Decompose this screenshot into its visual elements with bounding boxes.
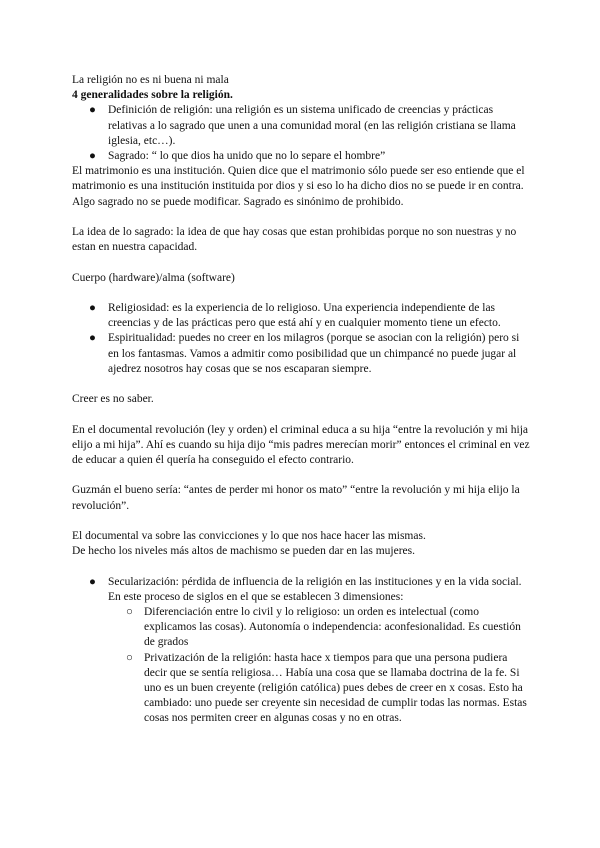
paragraph-creer: Creer es no saber. — [72, 393, 154, 406]
spacer — [72, 468, 532, 483]
bullet-list-religiosidad — [72, 301, 532, 377]
paragraph-convicciones: El documental va sobre las convicciones y lo que nos hace hacer las mismas. — [72, 529, 426, 542]
sub-list-item — [72, 605, 532, 651]
bullet-dot-icon: ● — [89, 104, 96, 117]
list-item-text: Definición de religión: una religión es un sistema unificado de creencias y prácticas relativas a lo sagrado que unen a una comunidad moral (en las religión cristiana se llama iglesia, etc…). — [108, 104, 516, 147]
paragraph-idea-sagrado: La idea de lo sagrado: la idea de que hay cosas que estan prohibidas porque no son nuestras y no estan en nuestra capacidad. — [72, 226, 517, 254]
spacer — [72, 514, 532, 529]
spacer — [72, 255, 532, 270]
list-item-text: Espiritualidad: puedes no creer en los milagros (porque se asocian con la religión) pero si en los fantasmas. Vamos a admitir como posibilidad que un chimpancé no puede jugar al ajedrez nosotros hay cosas que se nos escaparan siempre. — [108, 332, 520, 375]
list-item — [72, 331, 532, 377]
bullet-circle-icon: ○ — [126, 651, 133, 664]
list-item — [72, 575, 532, 605]
intro-line: La religión no es ni buena ni mala — [72, 74, 229, 86]
bullet-dot-icon: ● — [89, 302, 96, 314]
paragraph-guzman: Guzmán el bueno sería: “antes de perder mi honor os mato” “entre la revolución y mi hija elijo la revolución”. — [72, 484, 520, 512]
bullet-list-definitions — [72, 103, 532, 164]
bullet-circle-icon: ○ — [126, 605, 133, 618]
paragraph-cuerpo-alma: Cuerpo (hardware)/alma (software) — [72, 271, 235, 284]
spacer — [72, 210, 532, 225]
paragraph-machismo: De hecho los niveles más altos de machismo se pueden dar en las mujeres. — [72, 545, 415, 558]
document-body — [72, 73, 532, 727]
bullet-dot-icon: ● — [89, 332, 96, 345]
sub-list-item — [72, 651, 532, 727]
list-item-text: Secularización: pérdida de influencia de la religión en las instituciones y en la vida social. En este proceso de siglos en el que se establecen 3 dimensiones: — [108, 575, 522, 603]
list-item-text: Religiosidad: es la experiencia de lo religioso. Una experiencia independiente de las creencias y de las prácticas pero que está ahí y en cualquier momento tiene un efecto. — [108, 302, 501, 330]
list-item — [72, 103, 532, 149]
sub-list-item-text: Privatización de la religión: hasta hace x tiempos para que una persona pudiera decir que se sentía religiosa… Había una cosa que se llamaba doctrina de la fe. Si uno es un buen creyente (religión católica) pues debes de creer en x cosas. Esto ha cambiado: uno puede ser creyente sin necesidad de cumplir todas las normas. Estas cosas nos permiten creer en algunas cosas y no en otras. — [144, 651, 527, 725]
bullet-list-secularizacion — [72, 575, 532, 727]
list-item — [72, 301, 532, 331]
bullet-dot-icon: ● — [89, 575, 96, 588]
spacer — [72, 407, 532, 422]
list-item-text: Sagrado: “ lo que dios ha unido que no lo separe el hombre” — [108, 150, 386, 163]
sub-list-item-text: Diferenciación entre lo civil y lo religioso: un orden es intelectual (como explicamos las cosas). Autonomía o independencia: aconfesionalidad. Es cuestión de grados — [144, 605, 521, 649]
spacer — [72, 377, 532, 392]
section-heading: 4 generalidades sobre la religión. — [72, 89, 233, 102]
bullet-dot-icon: ● — [89, 150, 96, 163]
paragraph-matrimonio: El matrimonio es una institución. Quien dice que el matrimonio sólo puede ser eso entiende que el matrimonio es una institución instituida por dios y si eso lo ha dicho dios no se puede ir en contra. — [72, 165, 525, 193]
list-item — [72, 149, 532, 164]
paragraph-sagrado: Algo sagrado no se puede modificar. Sagrado es sinónimo de prohibido. — [72, 195, 404, 208]
spacer — [72, 559, 532, 574]
spacer — [72, 286, 532, 301]
paragraph-documental: En el documental revolución (ley y orden) el criminal educa a su hija “entre la revolución y mi hija elijo a mi hija”. Ahí es cuando su hija dijo “mis padres merecían morir” entonces el criminal en vez de educar a quien él quería ha conseguido el efecto contrario. — [72, 423, 530, 466]
